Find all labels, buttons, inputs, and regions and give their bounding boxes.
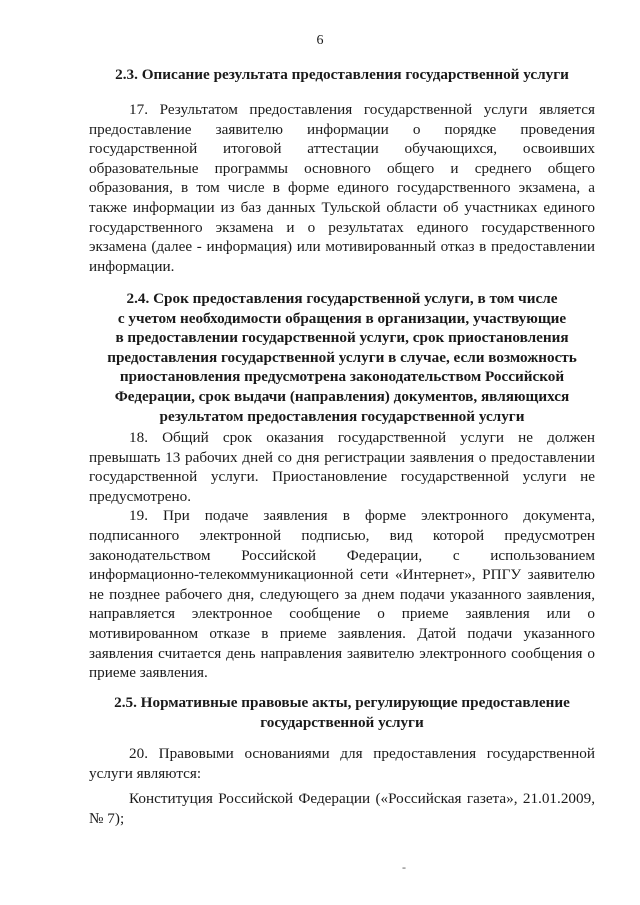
paragraph-20: 20. Правовыми основаниями для предоставления государственной услуги являются: xyxy=(89,745,595,782)
section-2-4-heading xyxy=(89,289,595,426)
section-2-4-heading-line: предоставления государственной услуги в случае, если возможность xyxy=(107,348,577,366)
section-2-3-heading-block xyxy=(89,65,595,85)
section-2-5-body xyxy=(89,744,595,828)
section-2-5-heading-block xyxy=(89,693,595,732)
section-2-4-heading-line: в предоставлении государственной услуги, срок приостановления xyxy=(115,329,569,347)
bottom-mark: - xyxy=(402,860,406,874)
section-2-4-body xyxy=(89,428,595,683)
section-2-5-heading-line: 2.5. Нормативные правовые акты, регулирующие предоставление xyxy=(114,694,570,711)
paragraph-19: 19. При подаче заявления в форме электронного документа, подписанного электронной подписью, вид которой предусмотрен законодательством Российской Федерации, с использованием информационно-телекоммуникационной сети «Интернет», РПГУ заявителю не позднее рабочего дня, следующего за днем подачи указанного заявления, направляется электронное сообщение о приеме заявления или о мотивированном отказе в приеме заявления. Датой подачи указанного заявления считается день направления заявителю электронного сообщения о приеме заявления. xyxy=(89,507,595,682)
section-2-4-heading-line: с учетом необходимости обращения в организации, участвующие xyxy=(117,309,567,327)
section-2-5-heading-line: государственной услуги xyxy=(260,713,424,731)
section-2-4-heading-block xyxy=(89,289,595,426)
section-2-4-heading-line: результатом предоставления государственной услуги xyxy=(159,407,525,425)
section-2-5-heading xyxy=(89,693,595,732)
page-number: 6 xyxy=(316,33,324,48)
section-2-4-heading-line: приостановления предусмотрена законодательством Российской xyxy=(119,368,565,386)
paragraph-18: 18. Общий срок оказания государственной услуги не должен превышать 13 рабочих дней со дня регистрации заявления о предоставлении государственной услуги. Приостановление государственной услуги не предусмотрено. xyxy=(89,429,595,505)
section-2-4-heading-line: Федерации, срок выдачи (направления) документов, являющихся xyxy=(114,387,570,405)
constitution-reference: Конституция Российской Федерации («Российская газета», 21.01.2009, № 7); xyxy=(89,790,595,827)
section-2-3-heading: 2.3. Описание результата предоставления государственной услуги xyxy=(115,66,569,83)
section-2-3-body xyxy=(89,100,595,276)
section-2-4-heading-line: 2.4. Срок предоставления государственной услуги, в том числе xyxy=(126,290,558,307)
paragraph-17: 17. Результатом предоставления государственной услуги является предоставление заявителю информации о порядке проведения государственной итоговой аттестации обучающихся, освоивших образовательные программы основного общего и среднего общего образования, в том числе в форме единого государственного экзамена, а также информации из баз данных Тульской области об участниках единого государственного экзамена и о результатах единого государственного экзамена (далее - информация) или мотивированный отказ в предоставлении информации. xyxy=(89,101,595,275)
